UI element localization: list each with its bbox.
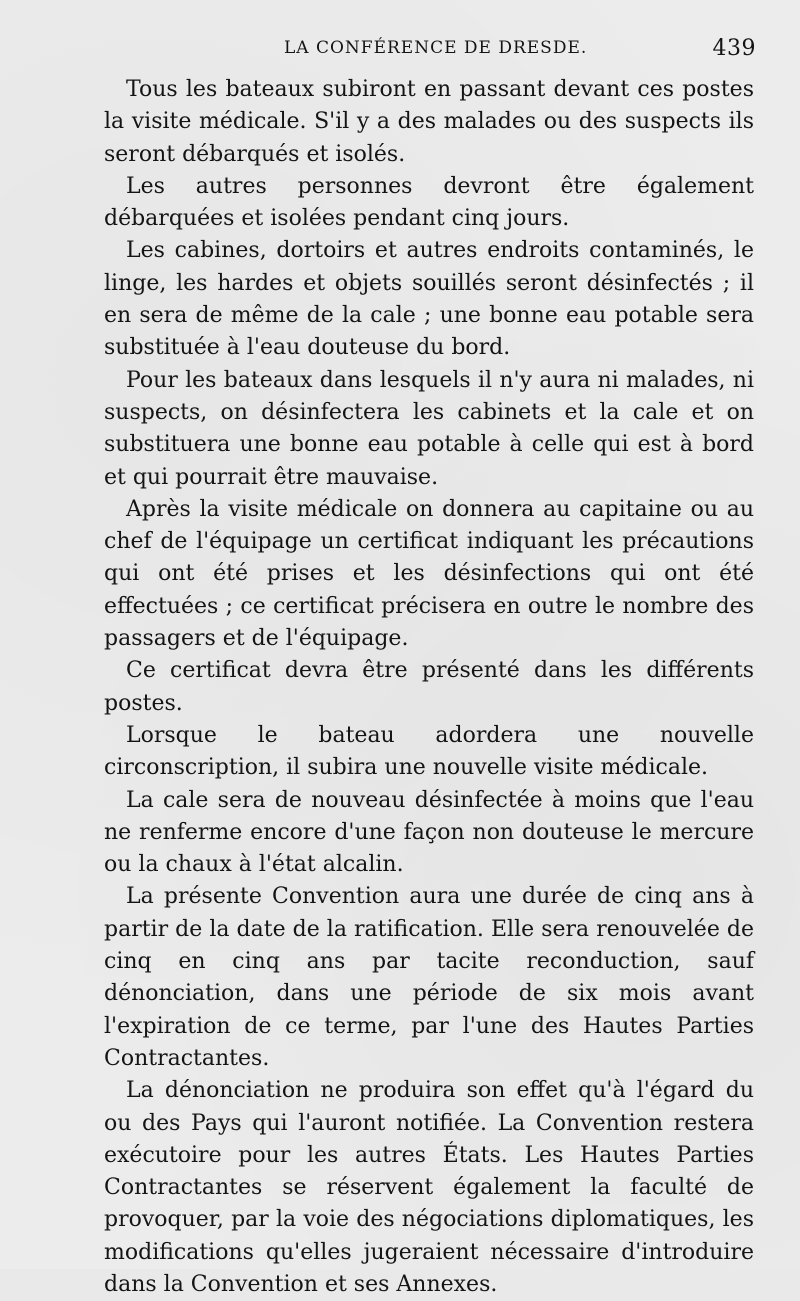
paragraph: La présente Convention aura une durée de cinq ans à partir de la date de la ratification. Elle sera renouvelée de cinq en cinq ans par tacite reconduction, sauf dénonciation, dans une période de six mois avant l'expiration de ce terme, par l'une des Hautes Parties Contractantes. (104, 884, 754, 1071)
paragraph: Lorsque le bateau adordera une nouvelle circonscription, il subira une nouvelle visite médicale. (104, 722, 754, 781)
paragraph: La cale sera de nouveau désinfectée à moins que l'eau ne renferme encore d'une façon non douteuse le mercure ou la chaux à l'état alcalin. (104, 787, 754, 878)
running-title: LA CONFÉRENCE DE DRESDE. (284, 38, 588, 58)
running-header (104, 36, 756, 66)
paragraph: Après la visite médicale on donnera au capitaine ou au chef de l'équipage un certificat indiquant les précautions qui ont été prises et les désinfections qui ont été effectuées ; ce certificat précisera en outre le nombre des passagers et de l'équipage. (104, 496, 754, 652)
paragraph: Pour les bateaux dans lesquels il n'y aura ni malades, ni suspects, on désinfectera les cabinets et la cale et on substituera une bonne eau potable à celle qui est à bord et qui pourrait être mauvaise. (104, 367, 754, 490)
body-text (104, 74, 754, 1301)
paragraph: Les autres personnes devront être également débarquées et isolées pendant cinq jours. (104, 173, 754, 232)
paragraph: La dénonciation ne produira son effet qu'à l'égard du ou des Pays qui l'auront notifiée. La Convention restera exécutoire pour les autres États. Les Hautes Parties Contractantes se réservent également la faculté de provoquer, par la voie des négociations diplomatiques, les modifications qu'elles jugeraient nécessaire d'introduire dans la Convention et ses Annexes. (104, 1078, 754, 1297)
page-number: 439 (712, 36, 756, 61)
paragraph: Tous les bateaux subiront en passant devant ces postes la visite médicale. S'il y a des malades ou des suspects ils seront débarqués et isolés. (104, 77, 754, 167)
paragraph: Ce certificat devra être présenté dans les différents postes. (104, 658, 754, 716)
paragraph: Les cabines, dortoirs et autres endroits contaminés, le linge, les hardes et objets souillés seront désinfectés ; il en sera de même de la cale ; une bonne eau potable sera substituée à l'eau douteuse du bord. (104, 238, 754, 361)
